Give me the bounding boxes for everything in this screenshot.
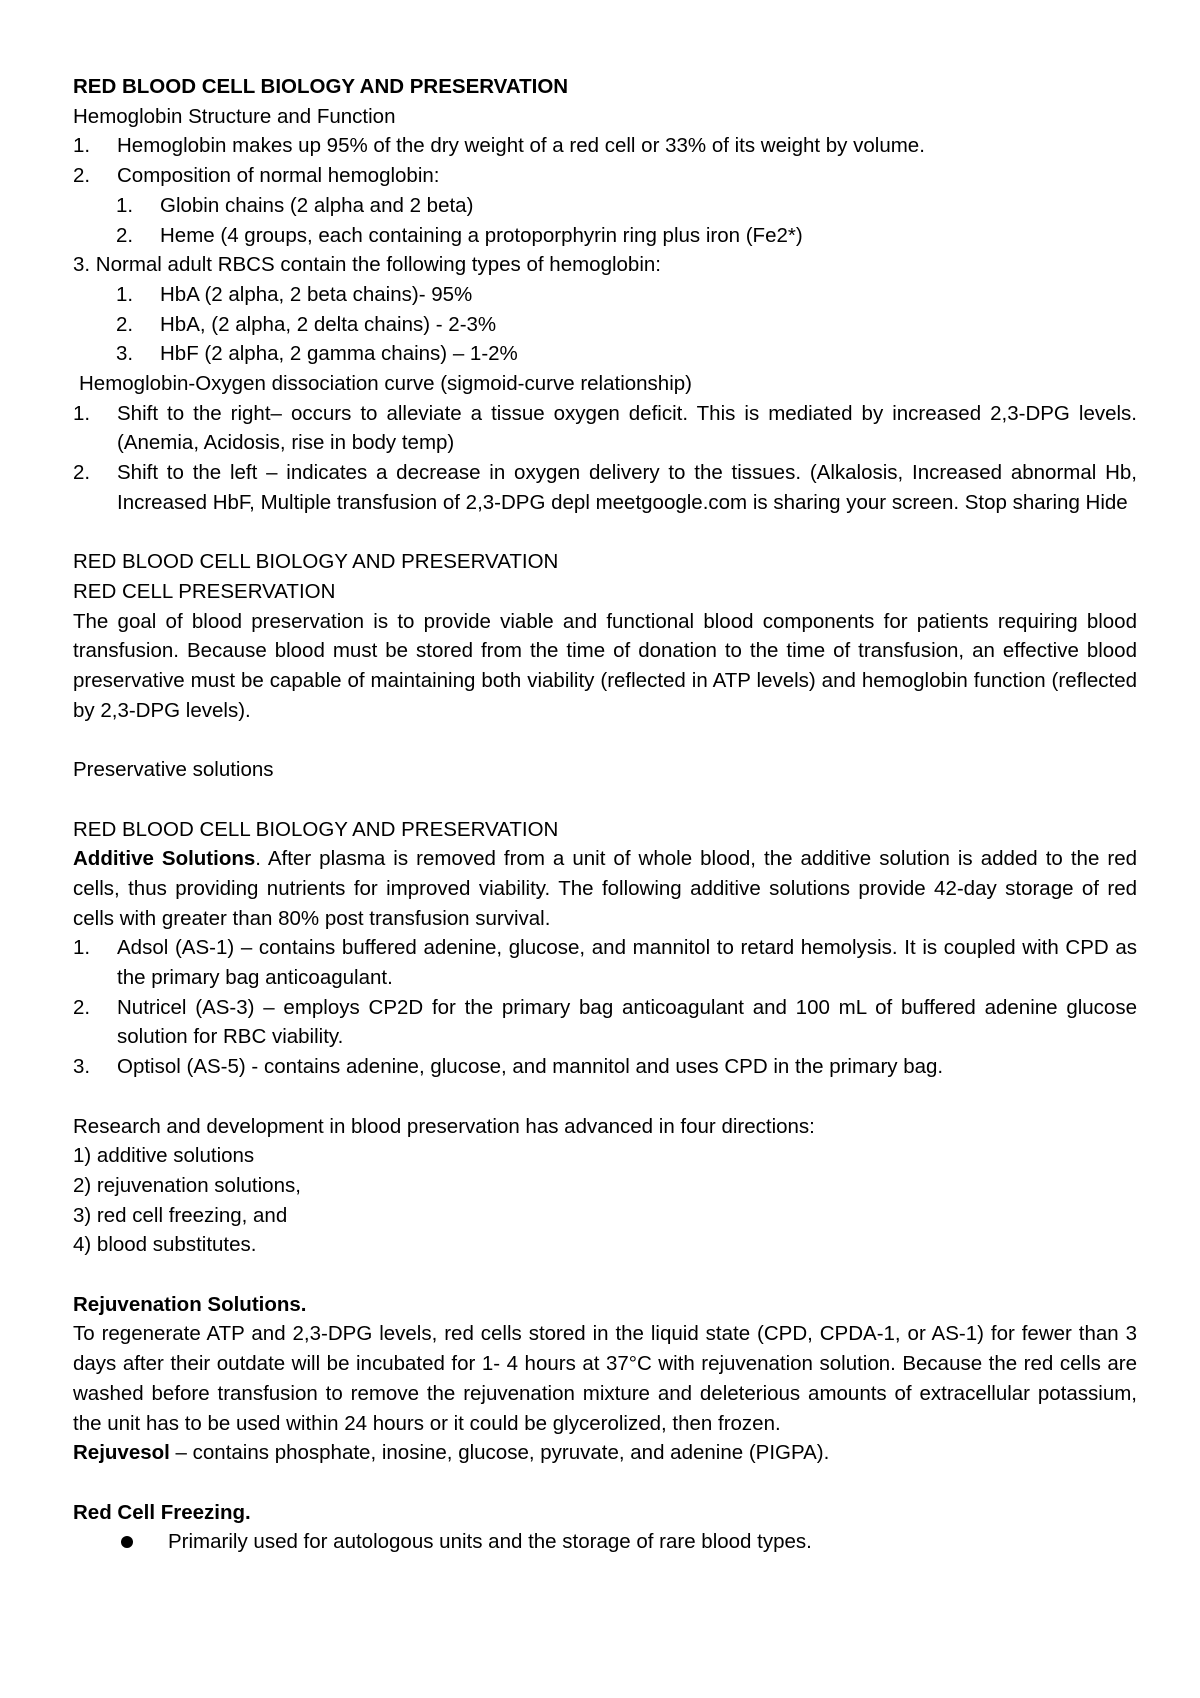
spacer [73, 725, 1137, 755]
list-text: Adsol (AS-1) – contains buffered adenine, glucose, and mannitol to retard hemolysis. It is coupled with CPD as the primary bag anticoagulant. [117, 936, 1137, 990]
bullet-item [73, 1527, 1137, 1557]
list-number: 2. [116, 223, 134, 247]
list-number: 1. [73, 936, 91, 960]
direction-item: 4) blood substitutes. [73, 1233, 257, 1257]
list-text: HbF (2 alpha, 2 gamma chains) – 1-2% [160, 342, 518, 366]
list-text: Optisol (AS-5) - contains adenine, glucose, and mannitol and uses CPD in the primary bag. [117, 1055, 944, 1079]
list-item [73, 933, 1137, 992]
sub-list-item [73, 191, 1137, 221]
rejuvesol-line [73, 1438, 1137, 1468]
spacer [73, 518, 1137, 548]
list-number: 1. [73, 401, 91, 425]
freezing-heading: Red Cell Freezing. [73, 1500, 251, 1524]
research-intro: Research and development in blood preservation has advanced in four directions: [73, 1114, 815, 1138]
curve-heading: Hemoglobin-Oxygen dissociation curve (sigmoid-curve relationship) [79, 372, 692, 396]
rejuvesol-label: Rejuvesol [73, 1441, 170, 1465]
rejuvenation-heading: Rejuvenation Solutions. [73, 1292, 307, 1316]
paragraph [73, 844, 1137, 933]
sub-list-item [73, 310, 1137, 340]
section-subtitle: RED CELL PRESERVATION [73, 579, 336, 603]
list-item [73, 993, 1137, 1052]
spacer [73, 1260, 1137, 1290]
section-title: RED BLOOD CELL BIOLOGY AND PRESERVATION [73, 817, 559, 841]
list-number: 1. [116, 193, 134, 217]
list-number: 2. [73, 164, 91, 188]
sub-list-item [73, 280, 1137, 310]
list-item [73, 458, 1137, 517]
spacer [73, 785, 1137, 815]
list-number: 1. [73, 134, 91, 158]
section-title: RED BLOOD CELL BIOLOGY AND PRESERVATION [73, 550, 559, 574]
list-item [73, 1052, 1137, 1082]
list-item [73, 161, 1137, 191]
bullet-text: Primarily used for autologous units and the storage of rare blood types. [168, 1530, 812, 1554]
list-number: 2. [116, 312, 134, 336]
additive-label: Additive Solutions [73, 847, 256, 871]
list-text: Shift to the left – indicates a decrease in oxygen delivery to the tissues. (Alkalosis, Increased abnormal Hb, Increased HbF, Multiple transfusion of 2,3-DPG depl meetgoogle.com is sharing your screen. Stop sharing Hide [117, 461, 1137, 514]
direction-item: 2) rejuvenation solutions, [73, 1173, 301, 1197]
list-text: Heme (4 groups, each containing a protoporphyrin ring plus iron (Fe2*) [160, 223, 803, 247]
list-text: HbA, (2 alpha, 2 delta chains) - 2-3% [160, 312, 497, 336]
spacer [73, 1082, 1137, 1112]
direction-item: 3) red cell freezing, and [73, 1203, 288, 1227]
list-number: 2. [73, 995, 91, 1019]
list-text: Shift to the right– occurs to alleviate a tissue oxygen deficit. This is mediated by increased 2,3-DPG levels. (Anemia, Acidosis, rise in body temp) [117, 401, 1137, 455]
list-text: HbA (2 alpha, 2 beta chains)- 95% [160, 282, 473, 306]
preservative-heading: Preservative solutions [73, 758, 274, 782]
sub-list-item [73, 339, 1137, 369]
list-number: 1. [116, 282, 134, 306]
list-text: Nutricel (AS-3) – employs CP2D for the primary bag anticoagulant and 100 mL of buffered adenine glucose solution for RBC viability. [117, 995, 1137, 1049]
list-text: Composition of normal hemoglobin: [117, 164, 440, 188]
section-title: RED BLOOD CELL BIOLOGY AND PRESERVATION [73, 75, 569, 98]
list-number: 2. [73, 461, 91, 485]
list-number: 3. [116, 342, 134, 366]
list-number: 3. [73, 1055, 91, 1079]
additive-text: . After plasma is removed from a unit of whole blood, the additive solution is added to the red cells, thus providing nutrients for improved viability. The following additive solutions provide 42-day storage of red cells with greater than 80% post transfusion survival. [73, 847, 1137, 930]
list-text: Globin chains (2 alpha and 2 beta) [160, 193, 474, 217]
paragraph: To regenerate ATP and 2,3-DPG levels, red cells stored in the liquid state (CPD, CPDA-1, or AS-1) for fewer than 3 days after their outdate will be incubated for 1- 4 hours at 37°C with rejuvenation solution. Because the red cells are washed before transfusion to remove the rejuvenation mixture and deleterious amounts of extracellular potassium, the unit has to be used within 24 hours or it could be glycerolized, then frozen. [73, 1322, 1137, 1435]
bullet-icon [121, 1536, 133, 1548]
section-subtitle: Hemoglobin Structure and Function [73, 104, 396, 128]
list-item [73, 131, 1137, 161]
document-page [73, 72, 1137, 1557]
rejuvesol-text: – contains phosphate, inosine, glucose, pyruvate, and adenine (PIGPA). [169, 1441, 830, 1465]
list-text: Hemoglobin makes up 95% of the dry weight of a red cell or 33% of its weight by volume. [117, 134, 925, 158]
list-item [73, 399, 1137, 458]
list-item-3: 3. Normal adult RBCS contain the following types of hemoglobin: [73, 253, 661, 277]
spacer [73, 1468, 1137, 1498]
direction-item: 1) additive solutions [73, 1144, 255, 1168]
paragraph: The goal of blood preservation is to provide viable and functional blood components for patients requiring blood transfusion. Because blood must be stored from the time of donation to the time of transfusion, an effective blood preservative must be capable of maintaining both viability (reflected in ATP levels) and hemoglobin function (reflected by 2,3-DPG levels). [73, 609, 1137, 722]
sub-list-item [73, 221, 1137, 251]
